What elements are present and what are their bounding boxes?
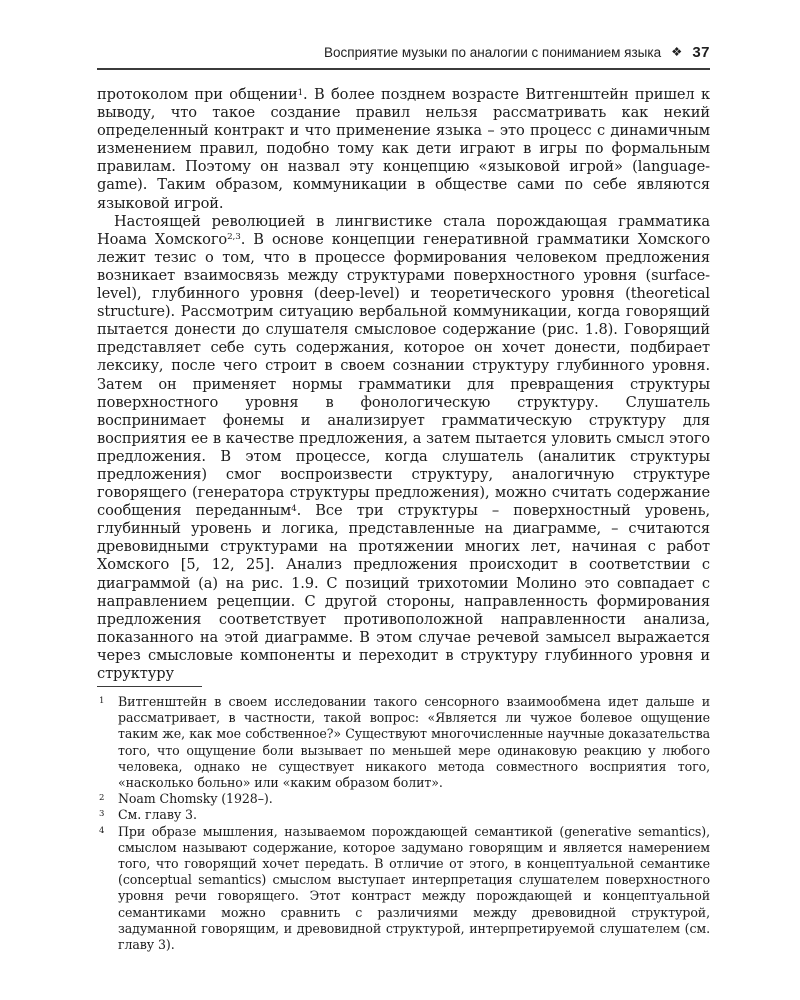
paragraph-text: . В основе концепции генеративной грамматики Хомского лежит тезис о том, что в процессе формирования человеком предложения возникает взаимосвязь между структурами поверхностного уровня (surface-level), глубинного уровня (deep-level) и теоретического уровня (theoretical structure). Рассмотрим ситуацию вербальной коммуникации, когда говорящий пытается донести до слушателя смысловое содержание (рис. 1.8). Говорящий представляет себе суть содержания, которое он хочет донести, подбирает лексику, после чего строит в своем сознании структуру глубинного уровня. Затем он применяет нормы грамматики для превращения структуры поверхностного уровня в фонологическую структуру. Слушатель воспринимает фонемы и анализирует грамматическую структуру для восприятия ее в качестве предложения, а затем пытается уловить смысл этого предложения. В этом процессе, когда слушатель (аналитик структуры предложения) смог воспроизвести структуру, аналогичную структуре говорящего (генератора структуры предложения), можно считать содержание сообщения переданным xyxy=(97,230,711,520)
footnote-ref-2-3: 2,3 xyxy=(227,232,241,243)
footnote-number: 4 xyxy=(99,825,105,836)
footnote-2 xyxy=(97,791,710,807)
running-title: Восприятие музыки по аналогии с пониманием языка xyxy=(324,45,662,60)
footnotes-section xyxy=(97,694,710,953)
paragraph-text: Настоящей революцией в лингвистике стала порождающая грамматика Ноама Хомского xyxy=(97,212,710,248)
page-header xyxy=(97,44,710,61)
diamond-ornament-icon: ❖ xyxy=(671,45,683,59)
footnote-3 xyxy=(97,807,710,823)
footnote-text: При образе мышления, называемом порождающей семантикой (generative semantics), смыслом называют содержание, которое задумано говорящим и является намерением того, что говорящий хочет передать. В отличие от этого, в концептуальной семантике (conceptual semantics) смыслом выступает интерпретация слушателем поверхностного уровня речи говорящего. Этот контраст между порождающей и концептуальной семантиками можно сравнить с различиями между древовидной структурой, задуманной говорящим, и древовидной структурой, интерпретируемой слушателем (см. главу 3). xyxy=(118,823,710,953)
body-paragraph-1 xyxy=(97,86,710,213)
footnote-number: 1 xyxy=(99,696,105,706)
body-paragraph-2 xyxy=(97,213,710,683)
footnote-text: Noam Chomsky (1928–). xyxy=(118,791,273,807)
footnote-text: Витгенштейн в своем исследовании такого сенсорного взаимообмена идет дальше и рассматривает, в частности, такой вопрос: «Является ли чужое болевое ощущение таким же, как мое собственное?» Существуют многочисленные научные доказательства того, что ощущение боли вызывает по меньшей мере одинаковую реакцию у любого человека, однако не существует никакого метода совместного восприятия того, «насколько больно» или «каким образом болит». xyxy=(118,694,710,791)
page-body xyxy=(97,86,710,683)
footnote-number: 2 xyxy=(99,793,105,804)
footnote-text: См. главу 3. xyxy=(118,807,197,823)
page-number: 37 xyxy=(692,44,710,61)
footnote-ref-4: 4 xyxy=(291,503,297,514)
footnote-4 xyxy=(97,824,710,954)
header-rule xyxy=(97,68,710,70)
paragraph-text: . Все три структуры – поверхностный уровень, глубинный уровень и логика, представленные на диаграмме, – считаются древовидными структурами на протяжении многих лет, начиная с работ Хомского [5, 12, 25]. Анализ предложения происходит в соответствии с диаграммой (а) на рис. 1.9. С позиций трихотомии Молино это совпадает с направлением рецепции. С другой стороны, направленность формирования предложения соответствует противоположной направленности анализа, показанного на этой диаграмме. В этом случае речевой замысел выражается через смысловые компоненты и переходит в структуру глубинного уровня и структуру xyxy=(97,502,711,682)
footnote-ref-1: 1 xyxy=(297,87,304,98)
footnote-1 xyxy=(97,694,710,791)
paragraph-text: . В более позднем возрасте Витгенштейн пришел к выводу, что такое создание правил нельзя рассматривать как некий определенный контракт и что применение языка – это процесс с динамичным изменением правил, подобно тому как дети играют в игры по формальным правилам. Поэтому он назвал эту концепцию «языковой игрой» (language-game). Таким образом, коммуникации в обществе сами по себе являются языковой игрой. xyxy=(97,86,710,212)
paragraph-text: протоколом при общении xyxy=(97,86,298,103)
footnote-separator xyxy=(97,686,202,687)
footnote-number: 3 xyxy=(99,809,105,820)
